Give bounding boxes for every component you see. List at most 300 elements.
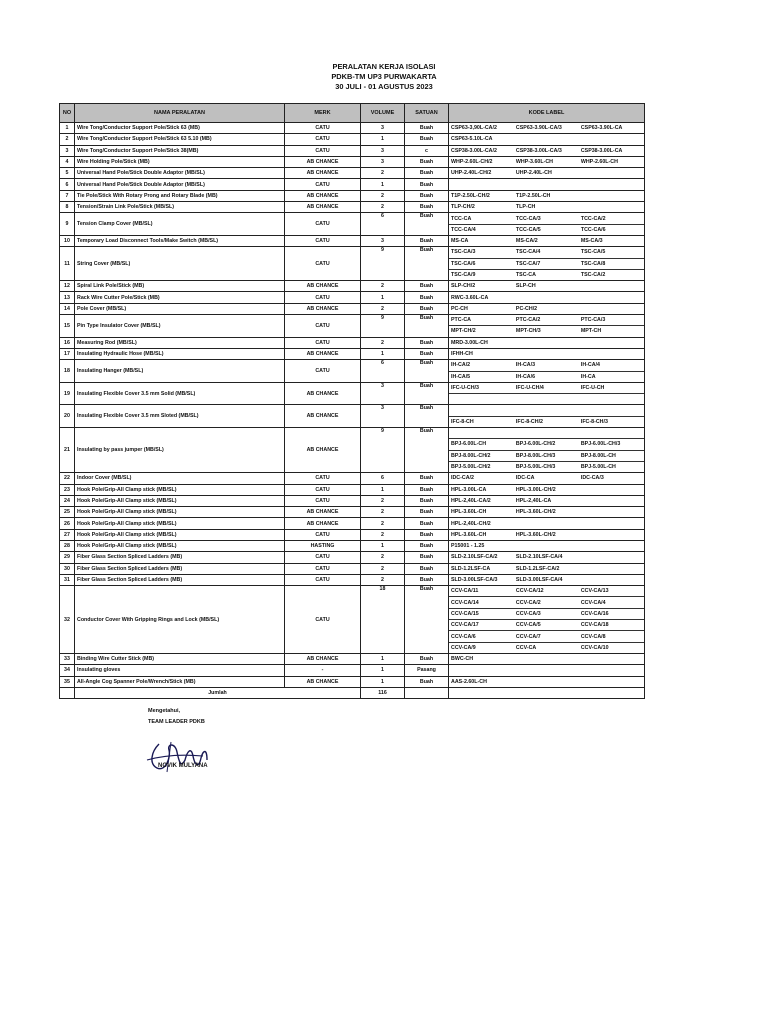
row-merk: AB CHANCE xyxy=(285,303,361,314)
row-no: 10 xyxy=(60,235,75,246)
kode-cell: HPL-2,40L-CA/2 xyxy=(451,497,491,504)
row-merk: CATU xyxy=(285,586,361,654)
row-satuan: Buah xyxy=(405,529,449,540)
kode-cell: TCC-CA/3 xyxy=(515,215,541,222)
row-volume: 1 xyxy=(361,179,405,190)
row-kode-label xyxy=(449,348,645,359)
row-satuan: Buah xyxy=(405,235,449,246)
row-volume: 3 xyxy=(361,156,405,167)
row-nama: Tension Clamp Cover (MB/SL) xyxy=(75,213,285,236)
row-no: 16 xyxy=(60,337,75,348)
title-line-2: PDKB-TM UP3 PURWAKARTA xyxy=(331,72,437,81)
row-volume: 9 xyxy=(361,247,405,281)
row-nama: Fiber Glass Section Spliced Ladders (MB) xyxy=(75,563,285,574)
row-no: 22 xyxy=(60,473,75,484)
row-no: 6 xyxy=(60,179,75,190)
row-merk: CATU xyxy=(285,145,361,156)
kode-cell: CSP63-3.90L-CA xyxy=(580,125,623,132)
kode-cell: CSP63-3.90L-CA/3 xyxy=(515,125,562,132)
row-kode-label xyxy=(449,405,645,428)
kode-cell: HPL-3.60L-CH xyxy=(451,531,487,538)
table-row xyxy=(60,179,645,190)
row-no: 5 xyxy=(60,168,75,179)
row-volume: 2 xyxy=(361,552,405,563)
row-nama: Wire Holding Pole/Stick (MB) xyxy=(75,156,285,167)
row-no: 24 xyxy=(60,495,75,506)
row-volume: 2 xyxy=(361,574,405,585)
table-row xyxy=(60,292,645,303)
kode-cell: IH-CA/5 xyxy=(451,373,471,380)
table-row xyxy=(60,123,645,134)
row-satuan: Buah xyxy=(405,552,449,563)
kode-cell: AAS-2.60L-CH xyxy=(451,678,487,685)
kode-cell: SLP-CH xyxy=(515,283,536,290)
row-no: 18 xyxy=(60,360,75,383)
kode-cell: TLP-CH xyxy=(515,204,536,211)
row-nama: Insulating Flexible Cover 3.5 mm Sloted (MB/SL) xyxy=(75,405,285,428)
kode-cell: CCV-CA/11 xyxy=(451,588,479,595)
row-volume: 2 xyxy=(361,281,405,292)
row-no: 21 xyxy=(60,428,75,473)
title-line-3: 30 JULI - 01 AGUSTUS 2023 xyxy=(335,82,433,91)
row-merk: AB CHANCE xyxy=(285,507,361,518)
table-row xyxy=(60,360,645,383)
kode-cell: HPL-3.00L-CA xyxy=(451,486,487,493)
kode-cell: IH-CA/3 xyxy=(515,362,536,369)
row-kode-label xyxy=(449,665,645,676)
row-merk: AB CHANCE xyxy=(285,190,361,201)
kode-cell: CSP38-3.00L-CA xyxy=(580,147,623,154)
row-volume: 2 xyxy=(361,202,405,213)
row-kode-label xyxy=(449,473,645,484)
table-row xyxy=(60,518,645,529)
kode-cell: CCV-CA/16 xyxy=(580,610,609,617)
total-value: 116 xyxy=(361,687,405,698)
kode-cell: IH-CA xyxy=(580,373,596,380)
kode-cell: IFC-8-CH/2 xyxy=(515,418,543,425)
row-nama: Fiber Glass Section Spliced Ladders (MB) xyxy=(75,552,285,563)
kode-cell: TCC-CA/5 xyxy=(515,226,541,233)
kode-cell: CCV-CA/18 xyxy=(580,622,609,629)
kode-line xyxy=(449,168,644,178)
kode-line xyxy=(449,405,644,416)
kode-line xyxy=(449,372,644,382)
total-row xyxy=(60,687,645,698)
row-volume: 1 xyxy=(361,665,405,676)
row-merk: AB CHANCE xyxy=(285,653,361,664)
kode-cell: CCV-CA/4 xyxy=(580,599,606,606)
row-merk: AB CHANCE xyxy=(285,348,361,359)
row-no: 25 xyxy=(60,507,75,518)
row-kode-label xyxy=(449,134,645,145)
row-satuan: Buah xyxy=(405,360,449,383)
row-kode-label xyxy=(449,156,645,167)
kode-cell: PTC-CA/2 xyxy=(515,317,541,324)
table-row xyxy=(60,202,645,213)
row-satuan: Buah xyxy=(405,495,449,506)
kode-line xyxy=(449,541,644,551)
kode-cell: SLP-CH/2 xyxy=(451,283,476,290)
kode-line xyxy=(449,202,644,212)
kode-cell: HPL-3.00L-CH/2 xyxy=(515,486,556,493)
kode-cell: IFC-U-CH/4 xyxy=(515,384,544,391)
kode-cell: IFC-U-CH/3 xyxy=(451,384,479,391)
row-no: 8 xyxy=(60,202,75,213)
row-kode-label xyxy=(449,484,645,495)
row-merk: CATU xyxy=(285,337,361,348)
row-no: 31 xyxy=(60,574,75,585)
row-kode-label xyxy=(449,235,645,246)
row-volume: 3 xyxy=(361,405,405,428)
row-no: 23 xyxy=(60,484,75,495)
signature-image xyxy=(141,738,231,778)
row-kode-label xyxy=(449,202,645,213)
row-satuan: Buah xyxy=(405,540,449,551)
kode-cell: TSC-CA/8 xyxy=(580,260,606,267)
row-volume: 2 xyxy=(361,168,405,179)
row-merk: CATU xyxy=(285,495,361,506)
row-no: 15 xyxy=(60,315,75,338)
kode-cell: WHP-2.60L-CH/2 xyxy=(451,159,493,166)
table-row xyxy=(60,247,645,281)
kode-cell: MS-CA xyxy=(451,238,469,245)
row-satuan: Buah xyxy=(405,507,449,518)
row-volume: 6 xyxy=(361,360,405,383)
row-volume: 18 xyxy=(361,586,405,654)
row-merk: CATU xyxy=(285,247,361,281)
kode-line xyxy=(449,134,644,144)
table-row xyxy=(60,529,645,540)
kode-line xyxy=(449,473,644,483)
kode-cell: BWC-CH xyxy=(451,656,474,663)
row-no: 34 xyxy=(60,665,75,676)
row-nama: Rack Wire Cutter Pole/Stick (MB) xyxy=(75,292,285,303)
row-no: 35 xyxy=(60,676,75,687)
kode-cell: CCV-CA/7 xyxy=(515,633,541,640)
kode-line xyxy=(449,496,644,506)
kode-line xyxy=(449,236,644,246)
kode-line xyxy=(449,564,644,574)
table-row xyxy=(60,145,645,156)
kode-line xyxy=(449,428,644,439)
row-kode-label xyxy=(449,382,645,405)
row-volume: 3 xyxy=(361,123,405,134)
kode-cell: CCV-CA/10 xyxy=(580,644,609,651)
title-line-1: PERALATAN KERJA ISOLASI xyxy=(332,62,436,71)
row-volume: 2 xyxy=(361,518,405,529)
table-row xyxy=(60,586,645,654)
kode-line xyxy=(449,146,644,156)
row-kode-label xyxy=(449,337,645,348)
kode-line xyxy=(449,518,644,528)
row-satuan: Buah xyxy=(405,518,449,529)
row-merk: CATU xyxy=(285,552,361,563)
row-merk: CATU xyxy=(285,529,361,540)
kode-cell: MPT-CH xyxy=(580,328,602,335)
row-volume: 2 xyxy=(361,529,405,540)
signatory-name: NOVIK MULYANA xyxy=(158,763,208,769)
row-no: 13 xyxy=(60,292,75,303)
row-satuan: Buah xyxy=(405,213,449,236)
row-satuan: Buah xyxy=(405,484,449,495)
row-kode-label xyxy=(449,428,645,473)
row-volume: 1 xyxy=(361,134,405,145)
row-kode-label xyxy=(449,213,645,236)
row-nama: Insulating Flexible Cover 3.5 mm Solid (MB/SL) xyxy=(75,382,285,405)
row-nama: Indoor Cover (MB/SL) xyxy=(75,473,285,484)
kode-cell: BPJ-6.00L-CH/2 xyxy=(515,441,556,448)
header-satuan: SATUAN xyxy=(405,104,449,123)
kode-cell: BPJ-6.00L-CH/3 xyxy=(580,441,621,448)
row-merk: CATU xyxy=(285,292,361,303)
kode-line xyxy=(449,507,644,517)
kode-cell: CCV-CA/12 xyxy=(515,588,544,595)
kode-line xyxy=(449,530,644,540)
row-nama: All-Angle Cog Spanner Pole/Wrench/Stick (MB) xyxy=(75,676,285,687)
kode-cell: TSC-CA/3 xyxy=(451,249,476,256)
row-satuan: Buah xyxy=(405,382,449,405)
kode-line xyxy=(449,338,644,348)
row-no: 32 xyxy=(60,586,75,654)
kode-cell: SLD-1.2LSF-CA xyxy=(451,565,491,572)
row-kode-label xyxy=(449,315,645,338)
kode-cell: MS-CA/2 xyxy=(515,238,538,245)
kode-cell: BPJ-5.00L-CH xyxy=(580,464,616,471)
row-nama: Fiber Glass Section Spliced Ladders (MB) xyxy=(75,574,285,585)
kode-line xyxy=(449,123,644,133)
row-no: 11 xyxy=(60,247,75,281)
row-kode-label xyxy=(449,529,645,540)
total-label: Jumlah xyxy=(75,687,361,698)
kode-line xyxy=(449,485,644,495)
kode-cell: SLD-2.10LSF-CA/4 xyxy=(515,554,563,561)
row-nama: Binding Wire Cutter Stick (MB) xyxy=(75,653,285,664)
table-row xyxy=(60,405,645,428)
table-row xyxy=(60,484,645,495)
kode-line xyxy=(449,586,644,597)
kode-cell: IH-CA/6 xyxy=(515,373,536,380)
kode-cell: SLD-3.00LSF-CA/3 xyxy=(451,577,498,584)
kode-cell: SLD-3.00LSF-CA/4 xyxy=(515,577,563,584)
kode-cell: HPL-2,40L-CH/2 xyxy=(451,520,491,527)
row-nama: Conductor Cover With Gripping Rings and Lock (MB/SL) xyxy=(75,586,285,654)
table-row xyxy=(60,348,645,359)
table-row xyxy=(60,315,645,338)
kode-line xyxy=(449,281,644,291)
row-satuan: Buah xyxy=(405,179,449,190)
row-satuan: Buah xyxy=(405,123,449,134)
kode-cell: CCV-CA/2 xyxy=(515,599,541,606)
table-row xyxy=(60,303,645,314)
row-no: 26 xyxy=(60,518,75,529)
row-volume: 1 xyxy=(361,292,405,303)
kode-line xyxy=(449,552,644,562)
row-merk: CATU xyxy=(285,484,361,495)
kode-cell: CCV-CA xyxy=(515,644,537,651)
row-volume: 3 xyxy=(361,235,405,246)
row-volume: 1 xyxy=(361,653,405,664)
kode-line xyxy=(449,259,644,270)
kode-cell: TSC-CA/9 xyxy=(451,272,476,278)
row-merk: AB CHANCE xyxy=(285,518,361,529)
row-volume: 6 xyxy=(361,213,405,236)
row-volume: 2 xyxy=(361,495,405,506)
row-satuan: Buah xyxy=(405,247,449,281)
header-nama: NAMA PERALATAN xyxy=(75,104,285,123)
row-satuan: Buah xyxy=(405,473,449,484)
row-volume: 2 xyxy=(361,190,405,201)
row-kode-label xyxy=(449,552,645,563)
row-merk: AB CHANCE xyxy=(285,676,361,687)
kode-cell: MRD-3.00L-CH xyxy=(451,339,488,346)
table-row xyxy=(60,540,645,551)
row-no: 33 xyxy=(60,653,75,664)
kode-cell: BPJ-8.00L-CH/3 xyxy=(515,452,556,459)
row-satuan: Buah xyxy=(405,563,449,574)
kode-cell: CCV-CA/17 xyxy=(451,622,479,629)
row-merk: AB CHANCE xyxy=(285,428,361,473)
row-volume: 2 xyxy=(361,337,405,348)
kode-cell: IH-CA/4 xyxy=(580,362,600,369)
table-row xyxy=(60,653,645,664)
row-nama: Insulating Hanger (MB/SL) xyxy=(75,360,285,383)
kode-line xyxy=(449,326,644,336)
row-nama: Insulating by pass jumper (MB/SL) xyxy=(75,428,285,473)
header-kode: KODE LABEL xyxy=(449,104,645,123)
row-no: 28 xyxy=(60,540,75,551)
equipment-table xyxy=(59,103,645,699)
row-satuan: Buah xyxy=(405,281,449,292)
row-kode-label xyxy=(449,507,645,518)
row-satuan: Buah xyxy=(405,190,449,201)
header-merk: MERK xyxy=(285,104,361,123)
kode-cell: TLP-CH/2 xyxy=(451,204,475,211)
mengetahui-label: Mengetahui, xyxy=(148,708,181,714)
row-nama: Temporary Load Disconnect Tools/Make Switch (MB/SL) xyxy=(75,235,285,246)
row-kode-label xyxy=(449,168,645,179)
row-no: 17 xyxy=(60,348,75,359)
kode-line xyxy=(449,383,644,394)
kode-cell: TSC-CA/4 xyxy=(515,249,541,256)
row-volume: 2 xyxy=(361,563,405,574)
row-merk: CATU xyxy=(285,235,361,246)
row-kode-label xyxy=(449,281,645,292)
kode-cell: BPJ-6.00L-CH xyxy=(451,441,487,448)
row-merk: CATU xyxy=(285,213,361,236)
row-satuan: Buah xyxy=(405,168,449,179)
row-satuan: Buah xyxy=(405,156,449,167)
row-kode-label xyxy=(449,247,645,281)
row-nama: Hook Pole/Grip-All Clamp stick (MB/SL) xyxy=(75,540,285,551)
row-nama: Measuring Rod (MB/SL) xyxy=(75,337,285,348)
row-satuan: Buah xyxy=(405,653,449,664)
row-satuan: Pasang xyxy=(405,665,449,676)
row-nama: Tension/Strain Link Pole/Stick (MB/SL) xyxy=(75,202,285,213)
kode-line xyxy=(449,677,644,687)
kode-line xyxy=(449,270,644,280)
row-kode-label xyxy=(449,179,645,190)
kode-cell: TSC-CA/6 xyxy=(451,260,476,267)
table-row xyxy=(60,665,645,676)
kode-cell: IFC-8-CH/3 xyxy=(580,418,608,425)
kode-cell: SLD-1.2LSF-CA/2 xyxy=(515,565,560,572)
row-merk: AB CHANCE xyxy=(285,405,361,428)
kode-cell: MPT-CH/2 xyxy=(451,328,476,335)
kode-line xyxy=(449,462,644,472)
kode-cell: TSC-CA xyxy=(515,272,536,278)
kode-cell: CCV-CA/3 xyxy=(515,610,541,617)
document-title xyxy=(0,62,768,92)
row-volume: 6 xyxy=(361,473,405,484)
kode-cell: HPL-3.60L-CH/2 xyxy=(515,531,556,538)
kode-line xyxy=(449,213,644,224)
table-row xyxy=(60,382,645,405)
row-nama: Hook Pole/Grip-All Clamp stick (MB/SL) xyxy=(75,484,285,495)
row-volume: 3 xyxy=(361,382,405,405)
kode-cell: CCV-CA/9 xyxy=(451,644,476,651)
row-nama: Wire Tong/Conductor Support Pole/Stick 38(MB) xyxy=(75,145,285,156)
kode-line xyxy=(449,225,644,235)
row-volume: 2 xyxy=(361,507,405,518)
row-nama: Hook Pole/Grip-All Clamp stick (MB/SL) xyxy=(75,518,285,529)
header-volume: VOLUME xyxy=(361,104,405,123)
kode-cell: HPL-3.60L-CH xyxy=(451,509,487,516)
row-no: 9 xyxy=(60,213,75,236)
row-nama: Universal Hand Pole/Stick Double Adaptor (MB/SL) xyxy=(75,179,285,190)
row-merk: - xyxy=(285,665,361,676)
table-row xyxy=(60,552,645,563)
kode-cell: MS-CA/3 xyxy=(580,238,603,245)
kode-cell: TCC-CA/2 xyxy=(580,215,606,222)
kode-cell: CSP63-3,90L-CA/2 xyxy=(451,125,497,132)
kode-cell: TCC-CA/6 xyxy=(580,226,606,233)
kode-cell: IDC-CA/2 xyxy=(451,475,474,482)
row-merk: CATU xyxy=(285,574,361,585)
kode-cell: MPT-CH/3 xyxy=(515,328,541,335)
row-no: 30 xyxy=(60,563,75,574)
row-satuan: Buah xyxy=(405,303,449,314)
kode-cell: RWC-3.60L-CA xyxy=(451,294,489,301)
table-row xyxy=(60,281,645,292)
kode-line xyxy=(449,439,644,450)
row-satuan: Buah xyxy=(405,348,449,359)
kode-line xyxy=(449,665,644,675)
table-row xyxy=(60,676,645,687)
kode-line xyxy=(449,417,644,427)
row-satuan: Buah xyxy=(405,292,449,303)
kode-cell: CCV-CA/14 xyxy=(451,599,479,606)
table-row xyxy=(60,134,645,145)
kode-cell: TSC-CA/2 xyxy=(580,272,606,278)
row-satuan: Buah xyxy=(405,337,449,348)
row-merk: CATU xyxy=(285,315,361,338)
row-nama: Insulating Hydraulic Hose (MB/SL) xyxy=(75,348,285,359)
kode-cell: PC-CH xyxy=(451,305,468,312)
kode-line xyxy=(449,247,644,258)
kode-line xyxy=(449,631,644,642)
kode-line xyxy=(449,315,644,326)
table-row xyxy=(60,473,645,484)
row-satuan: Buah xyxy=(405,574,449,585)
kode-line xyxy=(449,643,644,653)
row-kode-label xyxy=(449,540,645,551)
row-satuan: Buah xyxy=(405,586,449,654)
table-row xyxy=(60,428,645,473)
row-satuan: Buah xyxy=(405,202,449,213)
row-merk: CATU xyxy=(285,360,361,383)
row-nama: Hook Pole/Grip-All Clamp stick (MB/SL) xyxy=(75,529,285,540)
row-merk: CATU xyxy=(285,179,361,190)
